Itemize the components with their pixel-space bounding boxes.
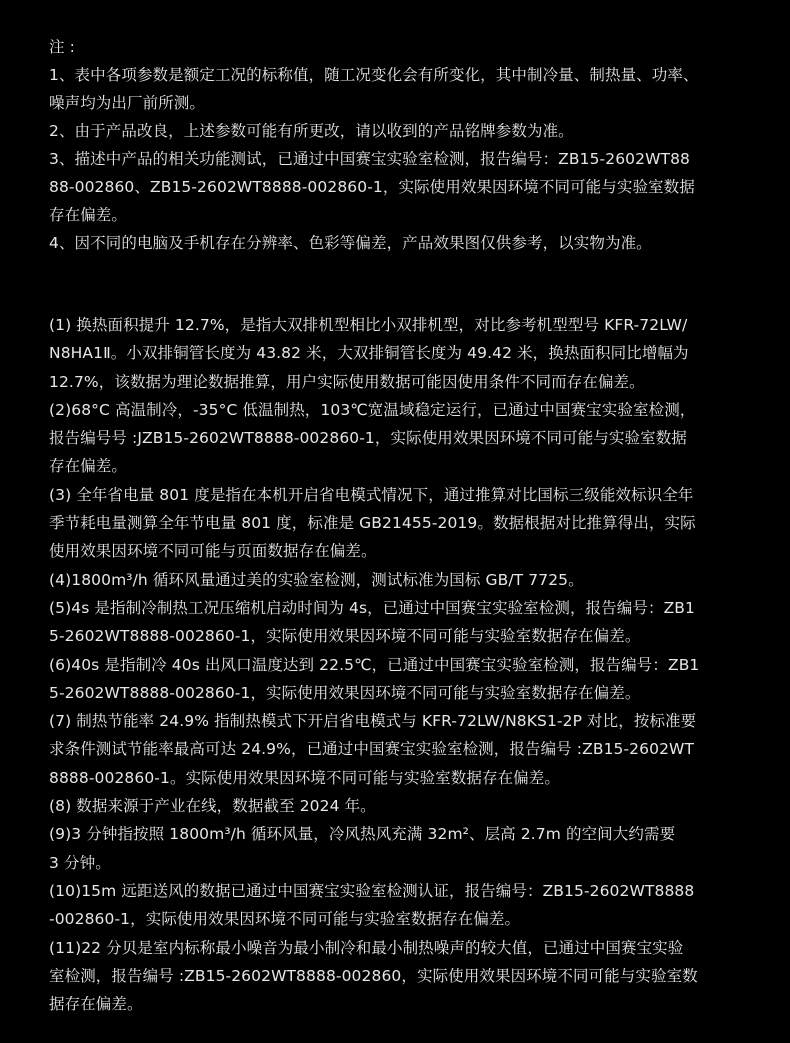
footnote-line: 使用效果因环境不同可能与页面数据存在偏差。 bbox=[49, 542, 377, 561]
footnote-line: (6)40s 是指制冷 40s 出风口温度达到 22.5℃，已通过中国赛宝实验室检测，报告编号：ZB1 bbox=[49, 655, 700, 674]
footnote-line: 12.7%，该数据为理论数据推算，用户实际使用数据可能因使用条件不同而存在偏差。 bbox=[49, 372, 645, 391]
footnote-line: 据存在偏差。 bbox=[49, 995, 143, 1014]
footnote-line: 5-2602WT8888-002860-1，实际使用效果因环境不同可能与实验室数据存在偏差。 bbox=[49, 683, 641, 702]
note-line: 2、由于产品改良，上述参数可能有所更改，请以收到的产品铭牌参数为准。 bbox=[49, 122, 574, 140]
note-line: 4、因不同的电脑及手机存在分辨率、色彩等偏差，产品效果图仅供参考，以实物为准。 bbox=[49, 234, 652, 252]
note-line: 3、描述中产品的相关功能测试，已通过中国赛宝实验室检测，报告编号：ZB15-2602WT88 bbox=[49, 150, 690, 168]
footnote-line: (7) 制热节能率 24.9% 指制热模式下开启省电模式与 KFR-72LW/N8KS1-2P 对比，按标准要 bbox=[49, 712, 697, 731]
footnote-line: (5)4s 是指制冷制热工况压缩机启动时间为 4s，已通过中国赛宝实验室检测，报告编号：ZB1 bbox=[49, 598, 695, 617]
footnote-line: (9)3 分钟指按照 1800m³/h 循环风量，冷风热风充满 32m²、层高 2.7m 的空间大约需要 bbox=[49, 825, 676, 844]
footnote-line: (10)15m 远距送风的数据已通过中国赛宝实验室检测认证，报告编号：ZB15-2602WT8888 bbox=[49, 881, 695, 900]
footnote-line: 求条件测试节能率最高可达 24.9%，已通过中国赛宝实验室检测，报告编号 :ZB15-2602WT bbox=[49, 740, 695, 759]
note-line: 存在偏差。 bbox=[49, 206, 128, 224]
footnote-line: 报告编号号 :JZB15-2602WT8888-002860-1，实际使用效果因环境不同可能与实验室数据 bbox=[49, 429, 687, 448]
footnote-line: 季节耗电量测算全年节电量 801 度，标准是 GB21455-2019。数据根据对比推算得出，实际 bbox=[49, 514, 696, 533]
footnote-line: (4)1800m³/h 循环风量通过美的实验室检测，测试标准为国标 GB/T 7725。 bbox=[49, 570, 584, 589]
note-line: 1、表中各项参数是额定工况的标称值，随工况变化会有所变化，其中制冷量、制热量、功率、 bbox=[49, 66, 699, 84]
footnote-line: (11)22 分贝是室内标称最小噪音为最小制冷和最小制热噪声的较大值，已通过中国赛宝实验 bbox=[49, 938, 684, 957]
footnote-line: (2)68°C 高温制冷，-35°C 低温制热，103℃宽温域稳定运行，已通过中国赛宝实验室检测， bbox=[49, 400, 696, 419]
note-line: 噪声均为出厂前所测。 bbox=[49, 94, 206, 112]
notes-section bbox=[49, 33, 759, 257]
footnote-line: (3) 全年省电量 801 度是指在本机开启省电模式情况下，通过推算对比国标三级能效标识全年 bbox=[49, 485, 694, 504]
footnote-line: 5-2602WT8888-002860-1，实际使用效果因环境不同可能与实验室数据存在偏差。 bbox=[49, 627, 641, 646]
footnote-line: 8888-002860-1。实际使用效果因环境不同可能与实验室数据存在偏差。 bbox=[49, 768, 560, 787]
footnote-line: (8) 数据来源于产业在线，数据截至 2024 年。 bbox=[49, 797, 376, 816]
notes-heading: 注 : bbox=[49, 38, 75, 56]
footnote-line: 存在偏差。 bbox=[49, 457, 128, 476]
footnote-line: N8HA1Ⅱ。小双排铜管长度为 43.82 米，大双排铜管长度为 49.42 米，换热面积同比增幅为 bbox=[49, 344, 689, 363]
note-line: 88-002860、ZB15-2602WT8888-002860-1，实际使用效果因环境不同可能与实验室数据 bbox=[49, 178, 695, 196]
footnote-line: 3 分钟。 bbox=[49, 853, 111, 872]
footnote-line: 室检测，报告编号 :ZB15-2602WT8888-002860，实际使用效果因环境不同可能与实验室数 bbox=[49, 966, 698, 985]
footnote-line: -002860-1，实际使用效果因环境不同可能与实验室数据存在偏差。 bbox=[49, 910, 521, 929]
footnotes-section bbox=[49, 311, 759, 1018]
footnote-line: (1) 换热面积提升 12.7%，是指大双排机型相比小双排机型，对比参考机型型号 KFR-72LW/ bbox=[49, 316, 688, 334]
